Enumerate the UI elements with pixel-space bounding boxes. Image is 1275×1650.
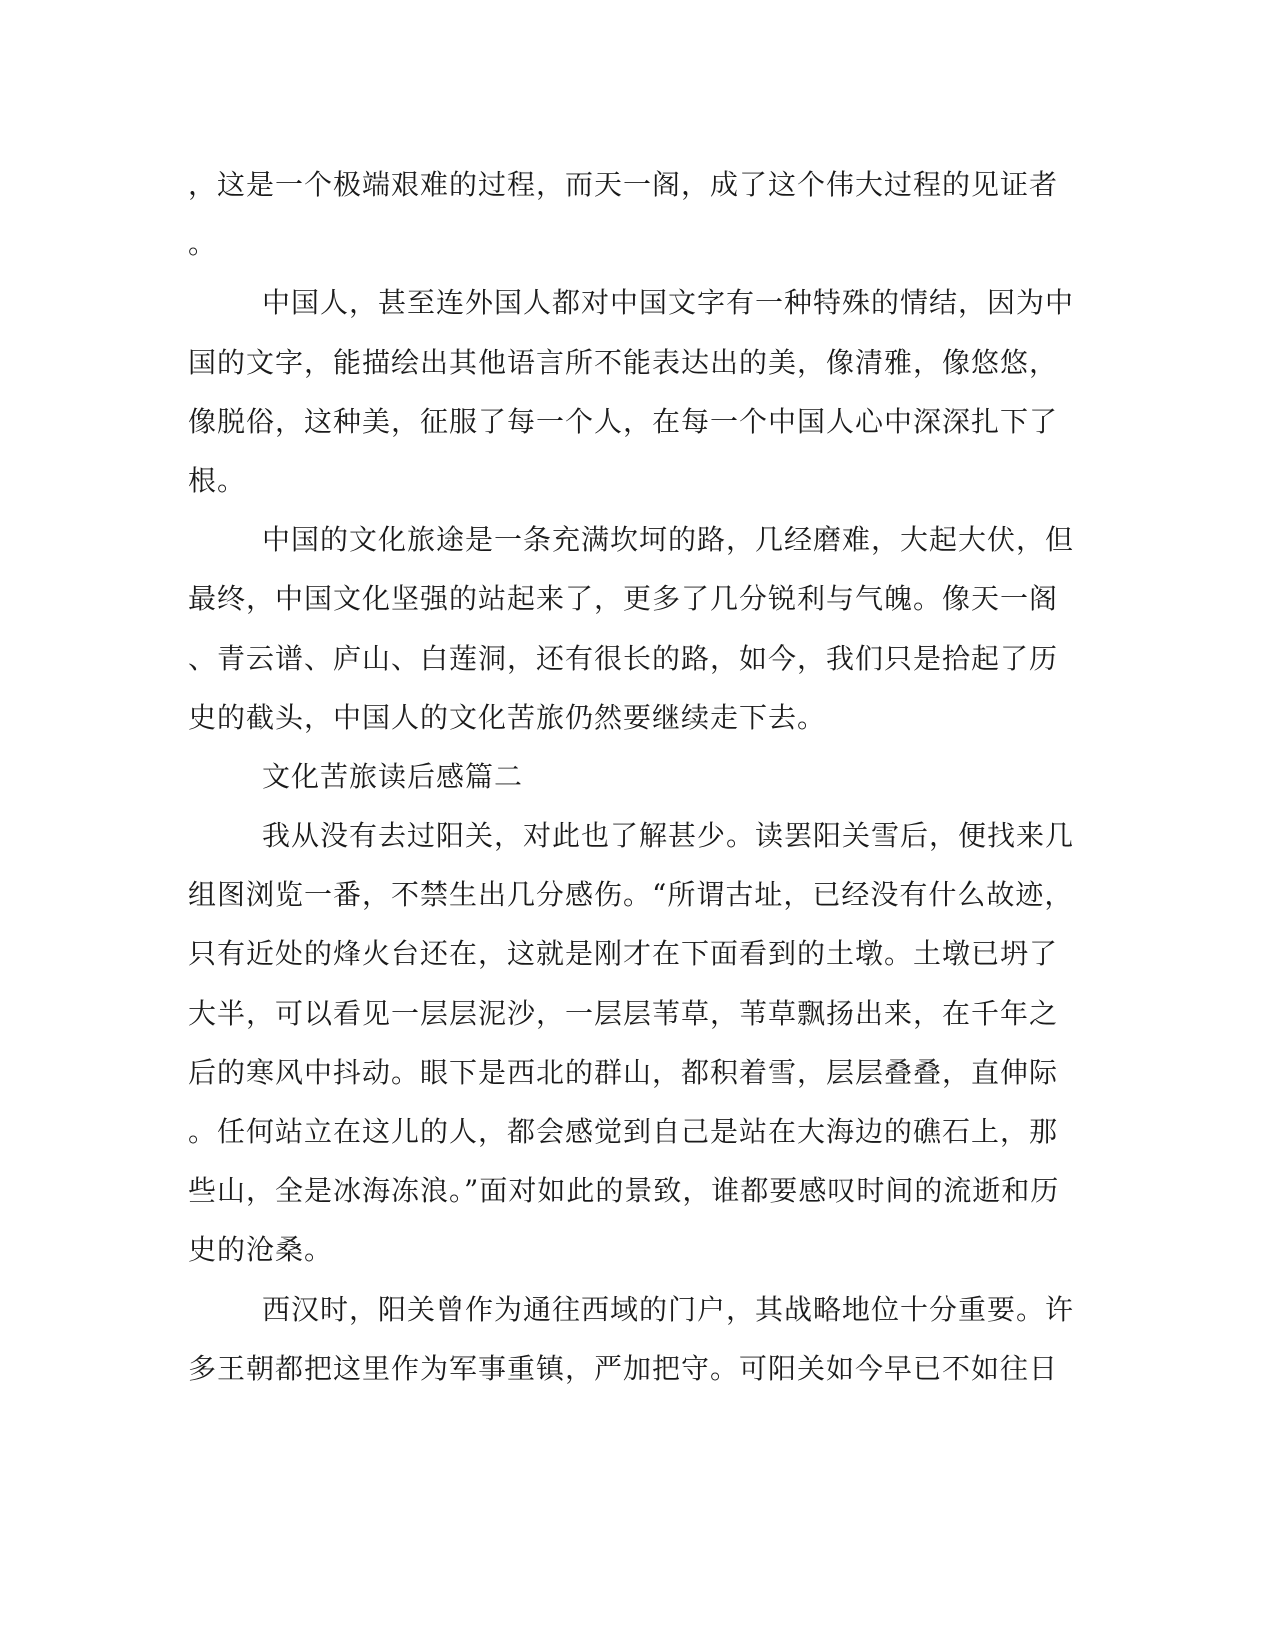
text-line: 组图浏览一番，不禁生出几分感伤。“所谓古址，已经没有什么故迹， xyxy=(188,878,1074,912)
text-line: 后的寒风中抖动。眼下是西北的群山，都积着雪，层层叠叠，直伸际 xyxy=(188,1055,1059,1089)
text-line: 史的沧桑。 xyxy=(188,1233,334,1267)
text-line: ，这是一个极端艰难的过程，而天一阁，成了这个伟大过程的见证者 xyxy=(188,168,1059,201)
text-line: 中国人，甚至连外国人都对中国文字有一种特殊的情结，因为中 xyxy=(262,286,1075,320)
text-line: 像脱俗，这种美，征服了每一个人，在每一个中国人心中深深扎下了 xyxy=(188,404,1059,438)
section-heading: 文化苦旅读后感篇二 xyxy=(262,759,524,793)
text-line: 。任何站立在这儿的人，都会感觉到自己是站在大海边的礁石上，那 xyxy=(188,1115,1059,1148)
text-line: 国的文字，能描绘出其他语言所不能表达出的美，像清雅，像悠悠， xyxy=(188,345,1059,379)
text-line: 、青云谱、庐山、白莲洞，还有很长的路，如今，我们只是拾起了历 xyxy=(188,641,1059,675)
text-line: 大半，可以看见一层层泥沙，一层层苇草，苇草飘扬出来，在千年之 xyxy=(188,996,1059,1030)
text-line: 些山，全是冰海冻浪。”面对如此的景致，谁都要感叹时间的流逝和历 xyxy=(188,1174,1060,1208)
text-line: 最终，中国文化坚强的站起来了，更多了几分锐利与气魄。像天一阁 xyxy=(188,582,1059,616)
text-line: 中国的文化旅途是一条充满坎坷的路，几经磨难，大起大伏，但 xyxy=(262,523,1075,557)
text-line: 史的截头，中国人的文化苦旅仍然要继续走下去。 xyxy=(188,700,827,734)
text-line: 多王朝都把这里作为军事重镇，严加把守。可阳关如今早已不如往日 xyxy=(188,1351,1059,1385)
body-text xyxy=(188,155,1075,1398)
text-line: 。 xyxy=(188,227,218,261)
text-line: 我从没有去过阳关，对此也了解甚少。读罢阳关雪后，便找来几 xyxy=(262,819,1075,853)
text-line: 根。 xyxy=(188,463,247,497)
text-line: 只有近处的烽火台还在，这就是刚才在下面看到的土墩。土墩已坍了 xyxy=(188,937,1059,971)
text-line: 西汉时，阳关曾作为通往西域的门户，其战略地位十分重要。许 xyxy=(262,1292,1075,1326)
